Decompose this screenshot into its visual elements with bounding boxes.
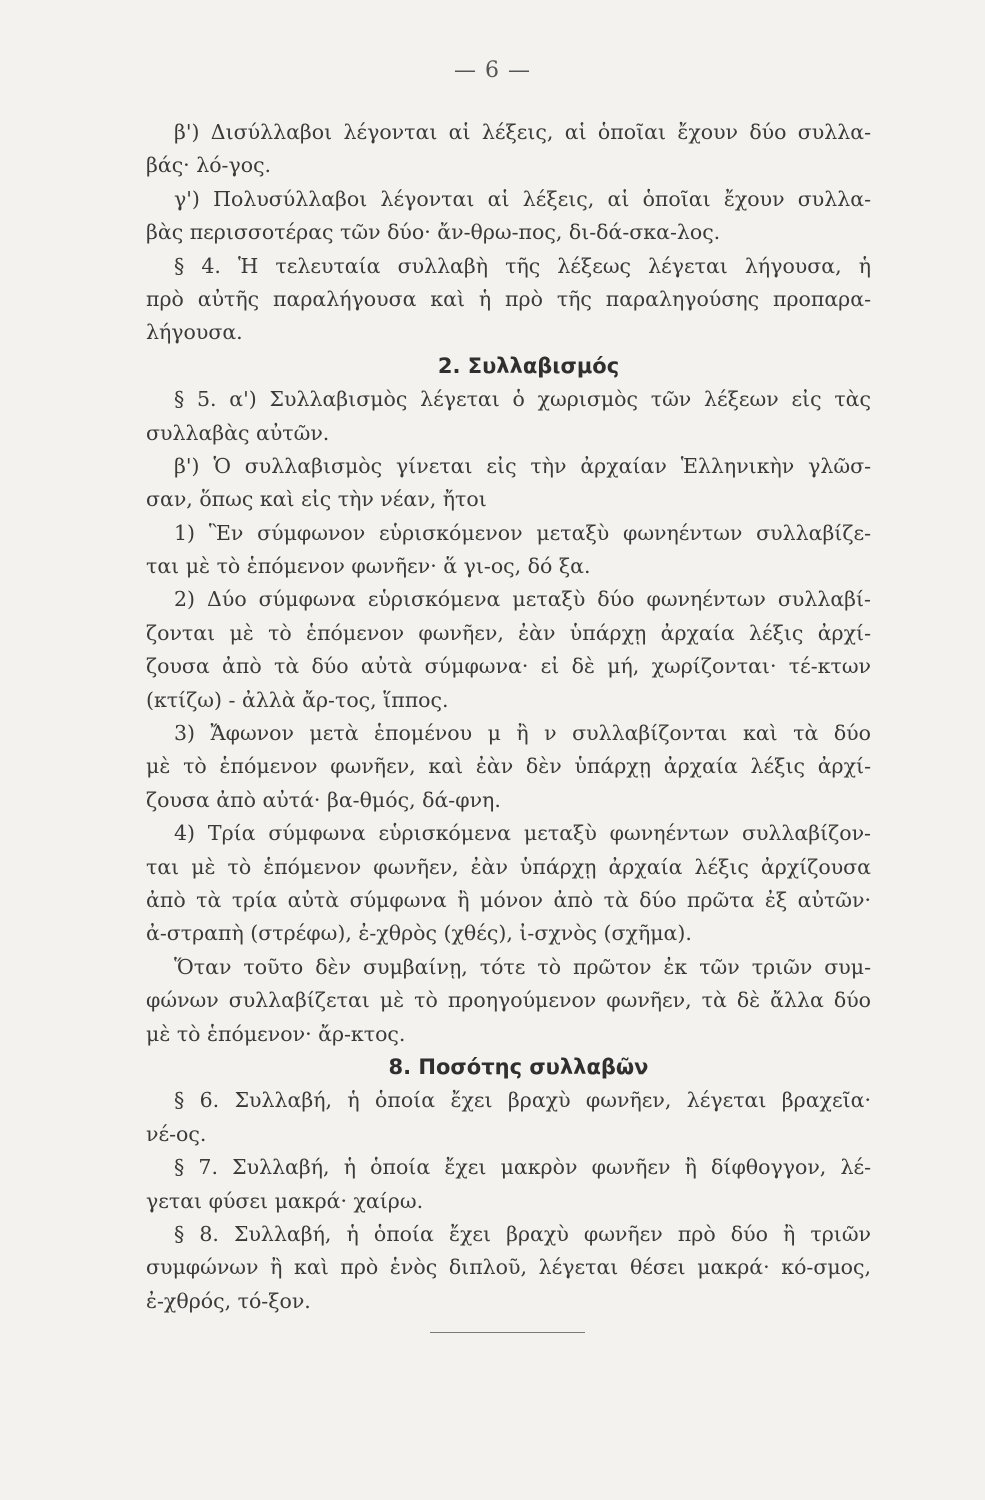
end-divider — [430, 1332, 585, 1333]
text-line: σαν, ὅπως καὶ εἰς τὴν νέαν, ἤτοι — [146, 487, 487, 512]
text-line: 1) Ἓν σύμφωνον εὑρισκόμενον μεταξὺ φωνηέντων συλλαβίζε- — [174, 520, 871, 545]
text-line: Ὅταν τοῦτο δὲν συμβαίνῃ, τότε τὸ πρῶτον ἐκ τῶν τριῶν συμ- — [174, 954, 871, 979]
text-line: ται μὲ τὸ ἑπόμενον φωνῆεν· ἅ γι-ος, δό ξα. — [146, 554, 591, 579]
text-line: ζουσα ἀπὸ αὐτά· βα-θμός, δά-φνη. — [146, 787, 501, 812]
text-line: ἐ-χθρός, τό-ξον. — [146, 1288, 311, 1313]
text-line: β') Ὁ συλλαβισμὸς γίνεται εἰς τὴν ἀρχαίαν Ἑλληνικὴν γλῶσ- — [174, 453, 871, 478]
text-line: § 7. Συλλαβή, ἡ ὁποία ἔχει μακρὸν φωνῆεν ἢ δίφθογγον, λέ- — [174, 1155, 871, 1180]
text-line: ται μὲ τὸ ἑπόμενον φωνῆεν, ἐὰν ὑπάρχῃ ἀρχαία λέξις ἀρχίζουσα — [146, 854, 871, 879]
text-line: γ') Πολυσύλλαβοι λέγονται αἱ λέξεις, αἱ ὁποῖαι ἔχουν συλλα- — [174, 186, 871, 211]
text-line: ἀ-στραπὴ (στρέφω), ἐ-χθρὸς (χθές), ἰ-σχνὸς (σχῆμα). — [146, 921, 692, 946]
text-line: β') Δισύλλαβοι λέγονται αἱ λέξεις, αἱ ὁποῖαι ἔχουν δύο συλλα- — [174, 120, 871, 144]
text-line: (κτίζω) - ἀλλὰ ἄρ-τος, ἵππος. — [146, 687, 449, 712]
text-line: συλλαβὰς αὐτῶν. — [146, 420, 330, 445]
text-line: 4) Τρία σύμφωνα εὑρισκόμενα μεταξὺ φωνηέντων συλλαβίζον- — [174, 821, 871, 846]
text-line: λήγουσα. — [146, 320, 243, 345]
text-line: ζονται μὲ τὸ ἑπόμενον φωνῆεν, ἐὰν ὑπάρχῃ ἀρχαία λέξις ἀρχί- — [146, 620, 871, 645]
text-line: βάς· λό-γος. — [146, 153, 272, 178]
text-line: συμφώνων ἢ καὶ πρὸ ἑνὸς διπλοῦ, λέγεται θέσει μακρά· κό-σμος, — [146, 1255, 871, 1280]
page-body — [146, 116, 871, 1318]
text-line: § 6. Συλλαβή, ἡ ὁποία ἔχει βραχὺ φωνῆεν, λέγεται βραχεῖα· — [174, 1088, 871, 1113]
text-line: 2) Δύο σύμφωνα εὑρισκόμενα μεταξὺ δύο φωνηέντων συλλαβί- — [174, 587, 871, 612]
text-line: ἀπὸ τὰ τρία αὐτὰ σύμφωνα ἢ μόνον ἀπὸ τὰ δύο πρῶτα ἐξ αὐτῶν· — [146, 887, 871, 912]
text-line: § 5. α') Συλλαβισμὸς λέγεται ὁ χωρισμὸς τῶν λέξεων εἰς τὰς — [174, 387, 871, 412]
text-line: § 8. Συλλαβή, ἡ ὁποία ἔχει βραχὺ φωνῆεν πρὸ δύο ἢ τριῶν — [174, 1221, 871, 1246]
section-heading: 2. Συλλαβισμός — [437, 353, 620, 378]
text-line: φώνων συλλαβίζεται μὲ τὸ προηγούμενον φωνῆεν, τὰ δὲ ἄλλα δύο — [146, 988, 871, 1013]
text-line: μὲ τὸ ἑπόμενον· ἄρ-κτος. — [146, 1021, 406, 1046]
text-line: γεται φύσει μακρά· χαίρω. — [146, 1188, 424, 1213]
section-heading: 8. Ποσότης συλλαβῶν — [388, 1054, 649, 1079]
text-line: ζουσα ἀπὸ τὰ δύο αὐτὰ σύμφωνα· εἰ δὲ μή, χωρίζονται· τέ-κτων — [146, 654, 871, 679]
text-line: § 4. Ἡ τελευταία συλλαβὴ τῆς λέξεως λέγεται λήγουσα, ἡ — [174, 253, 871, 278]
text-line: πρὸ αὐτῆς παραλήγουσα καὶ ἡ πρὸ τῆς παραληγούσης προπαρα- — [146, 286, 871, 311]
text-line: μὲ τὸ ἑπόμενον φωνῆεν, καὶ ἐὰν δὲν ὑπάρχῃ ἀρχαία λέξις ἀρχί- — [146, 754, 871, 779]
text-line: βὰς περισσοτέρας τῶν δύο· ἄν-θρω-πος, δι-δά-σκα-λος. — [146, 220, 721, 245]
page-number: — 6 — — [454, 58, 531, 83]
text-line: νέ-ος. — [146, 1121, 207, 1146]
text-line: 3) Ἄφωνον μετὰ ἑπομένου μ ἢ ν συλλαβίζονται καὶ τὰ δύο — [174, 721, 871, 746]
